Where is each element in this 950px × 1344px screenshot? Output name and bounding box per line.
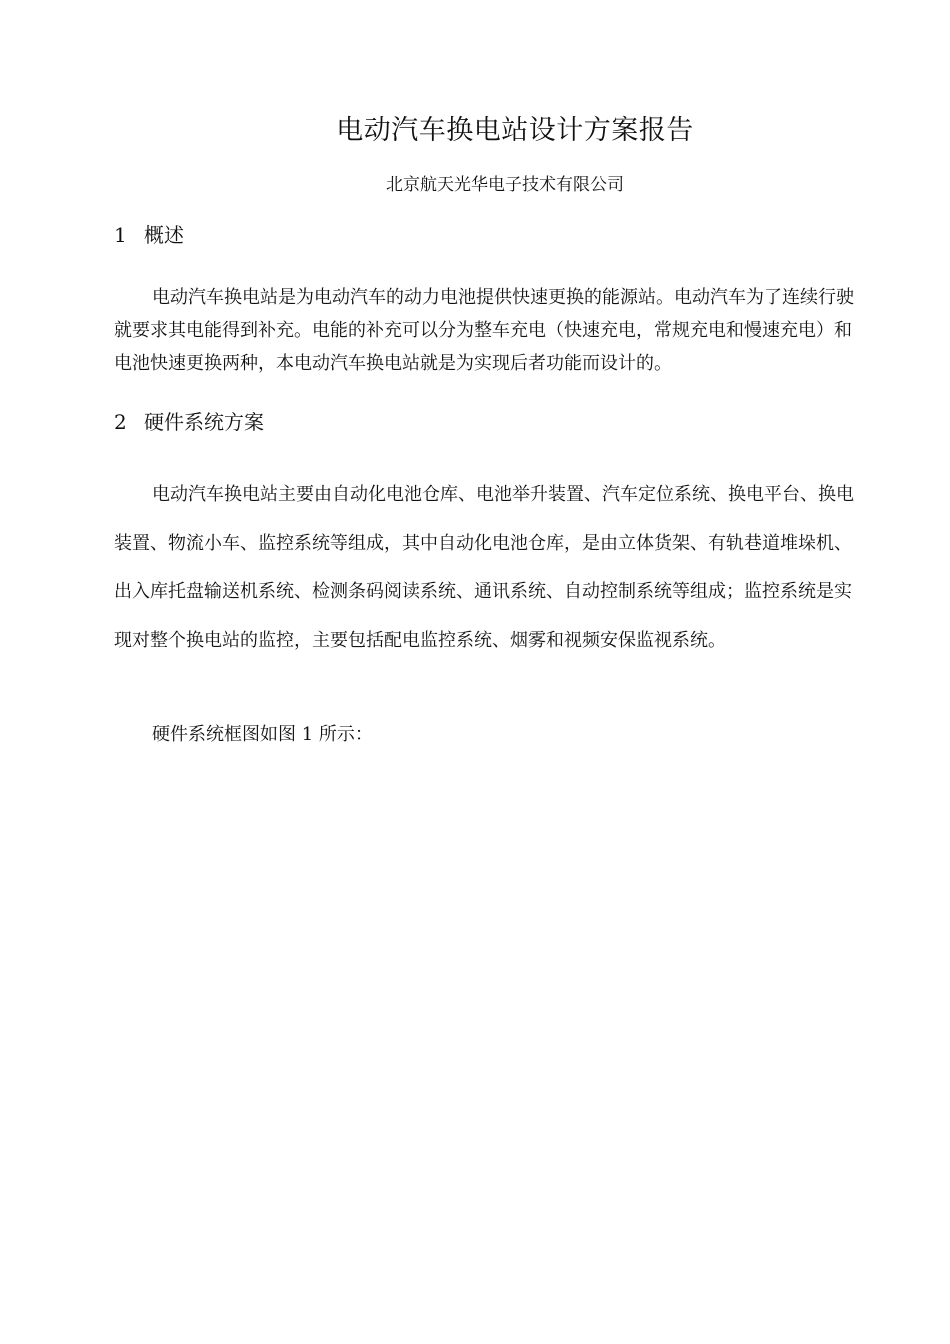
section-2-paragraph: 电动汽车换电站主要由自动化电池仓库、电池举升装置、汽车定位系统、换电平台、换电装置、物流小车、监控系统等组成，其中自动化电池仓库，是由立体货架、有轨巷道堆垛机、出入库托盘输送机系统、检测条码阅读系统、通讯系统、自动控制系统等组成；监控系统是实现对整个换电站的监控，主要包括配电监控系统、烟雾和视频安保监视系统。: [114, 484, 854, 651]
section-heading-1: [114, 219, 184, 248]
section-title: 硬件系统方案: [144, 410, 264, 434]
section-number: 2: [114, 410, 127, 434]
document-author: 北京航天光华电子技术有限公司: [386, 175, 624, 195]
document-title: 电动汽车换电站设计方案报告: [336, 115, 694, 146]
figure-reference-paragraph: 硬件系统框图如图 1 所示：: [152, 724, 373, 745]
section-title: 概述: [144, 223, 184, 247]
section-number: 1: [114, 223, 127, 247]
section-1-paragraph: 电动汽车换电站是为电动汽车的动力电池提供快速更换的能源站。电动汽车为了连续行驶就要求其电能得到补充。电能的补充可以分为整车充电（快速充电，常规充电和慢速充电）和电池快速更换两种，本电动汽车换电站就是为实现后者功能而设计的。: [114, 287, 854, 374]
section-heading-2: [114, 406, 264, 435]
